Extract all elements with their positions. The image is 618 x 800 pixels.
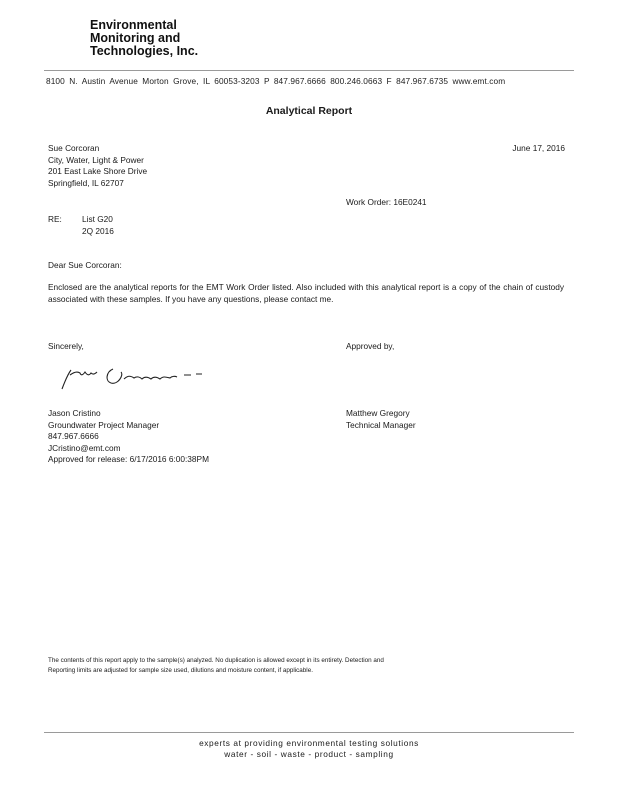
approver-name: Matthew Gregory — [346, 408, 410, 418]
footer-services: water - soil - waste - product - sampling — [224, 749, 394, 759]
recipient-city: Springfield, IL 62707 — [48, 177, 124, 188]
report-date: June 17, 2016 — [512, 143, 565, 153]
recipient-street: 201 East Lake Shore Drive — [48, 166, 148, 176]
approval-timestamp: Approved for release: 6/17/2016 6:00:38PM — [48, 454, 209, 464]
company-name-line2: Monitoring and — [90, 31, 181, 45]
approver-block — [346, 408, 416, 431]
signer-name: Jason Cristino — [48, 408, 101, 418]
company-name-line1: Environmental — [90, 18, 177, 32]
report-title: Analytical Report — [265, 105, 353, 117]
recipient-block — [48, 143, 147, 189]
closing-approved-by: Approved by, — [346, 341, 395, 351]
signer-block — [48, 408, 209, 466]
signer-email: JCristino@emt.com — [48, 442, 121, 453]
re-label: RE: — [48, 214, 62, 224]
company-name — [90, 19, 198, 58]
header-rule — [44, 70, 574, 71]
body-paragraph: Enclosed are the analytical reports for the EMT Work Order listed. Also included with this analytical report is a copy of the chain of custody associated with these samples. If you have any questions, please contact me. — [48, 282, 564, 304]
company-address: 8100 N. Austin Avenue Morton Grove, IL 60053-3203 P 847.967.6666 800.246.0663 F 847.967.6735 www.emt.com — [46, 76, 506, 86]
closing-sincerely: Sincerely, — [48, 341, 84, 351]
disclaimer-line2: Reporting limits are adjusted for sample size used, dilutions and moisture content, if applicable. — [48, 667, 313, 674]
disclaimer — [48, 656, 384, 676]
signature-image — [58, 363, 213, 393]
company-name-line3: Technologies, Inc. — [90, 44, 199, 58]
re-line2: 2Q 2016 — [82, 225, 114, 236]
footer-tagline: experts at providing environmental testing solutions — [199, 738, 419, 748]
disclaimer-line1: The contents of this report apply to the sample(s) analyzed. No duplication is allowed except in its entirety. Detection and — [48, 657, 384, 664]
re-line1: List G20 — [82, 214, 113, 224]
recipient-org: City, Water, Light & Power — [48, 154, 144, 165]
footer-rule — [44, 732, 574, 733]
salutation: Dear Sue Corcoran: — [48, 260, 122, 270]
re-details — [82, 214, 114, 237]
signer-title: Groundwater Project Manager — [48, 419, 160, 430]
approver-title: Technical Manager — [346, 419, 416, 430]
recipient-name: Sue Corcoran — [48, 143, 100, 153]
work-order: Work Order: 16E0241 — [346, 197, 427, 207]
signer-phone: 847.967.6666 — [48, 431, 99, 441]
